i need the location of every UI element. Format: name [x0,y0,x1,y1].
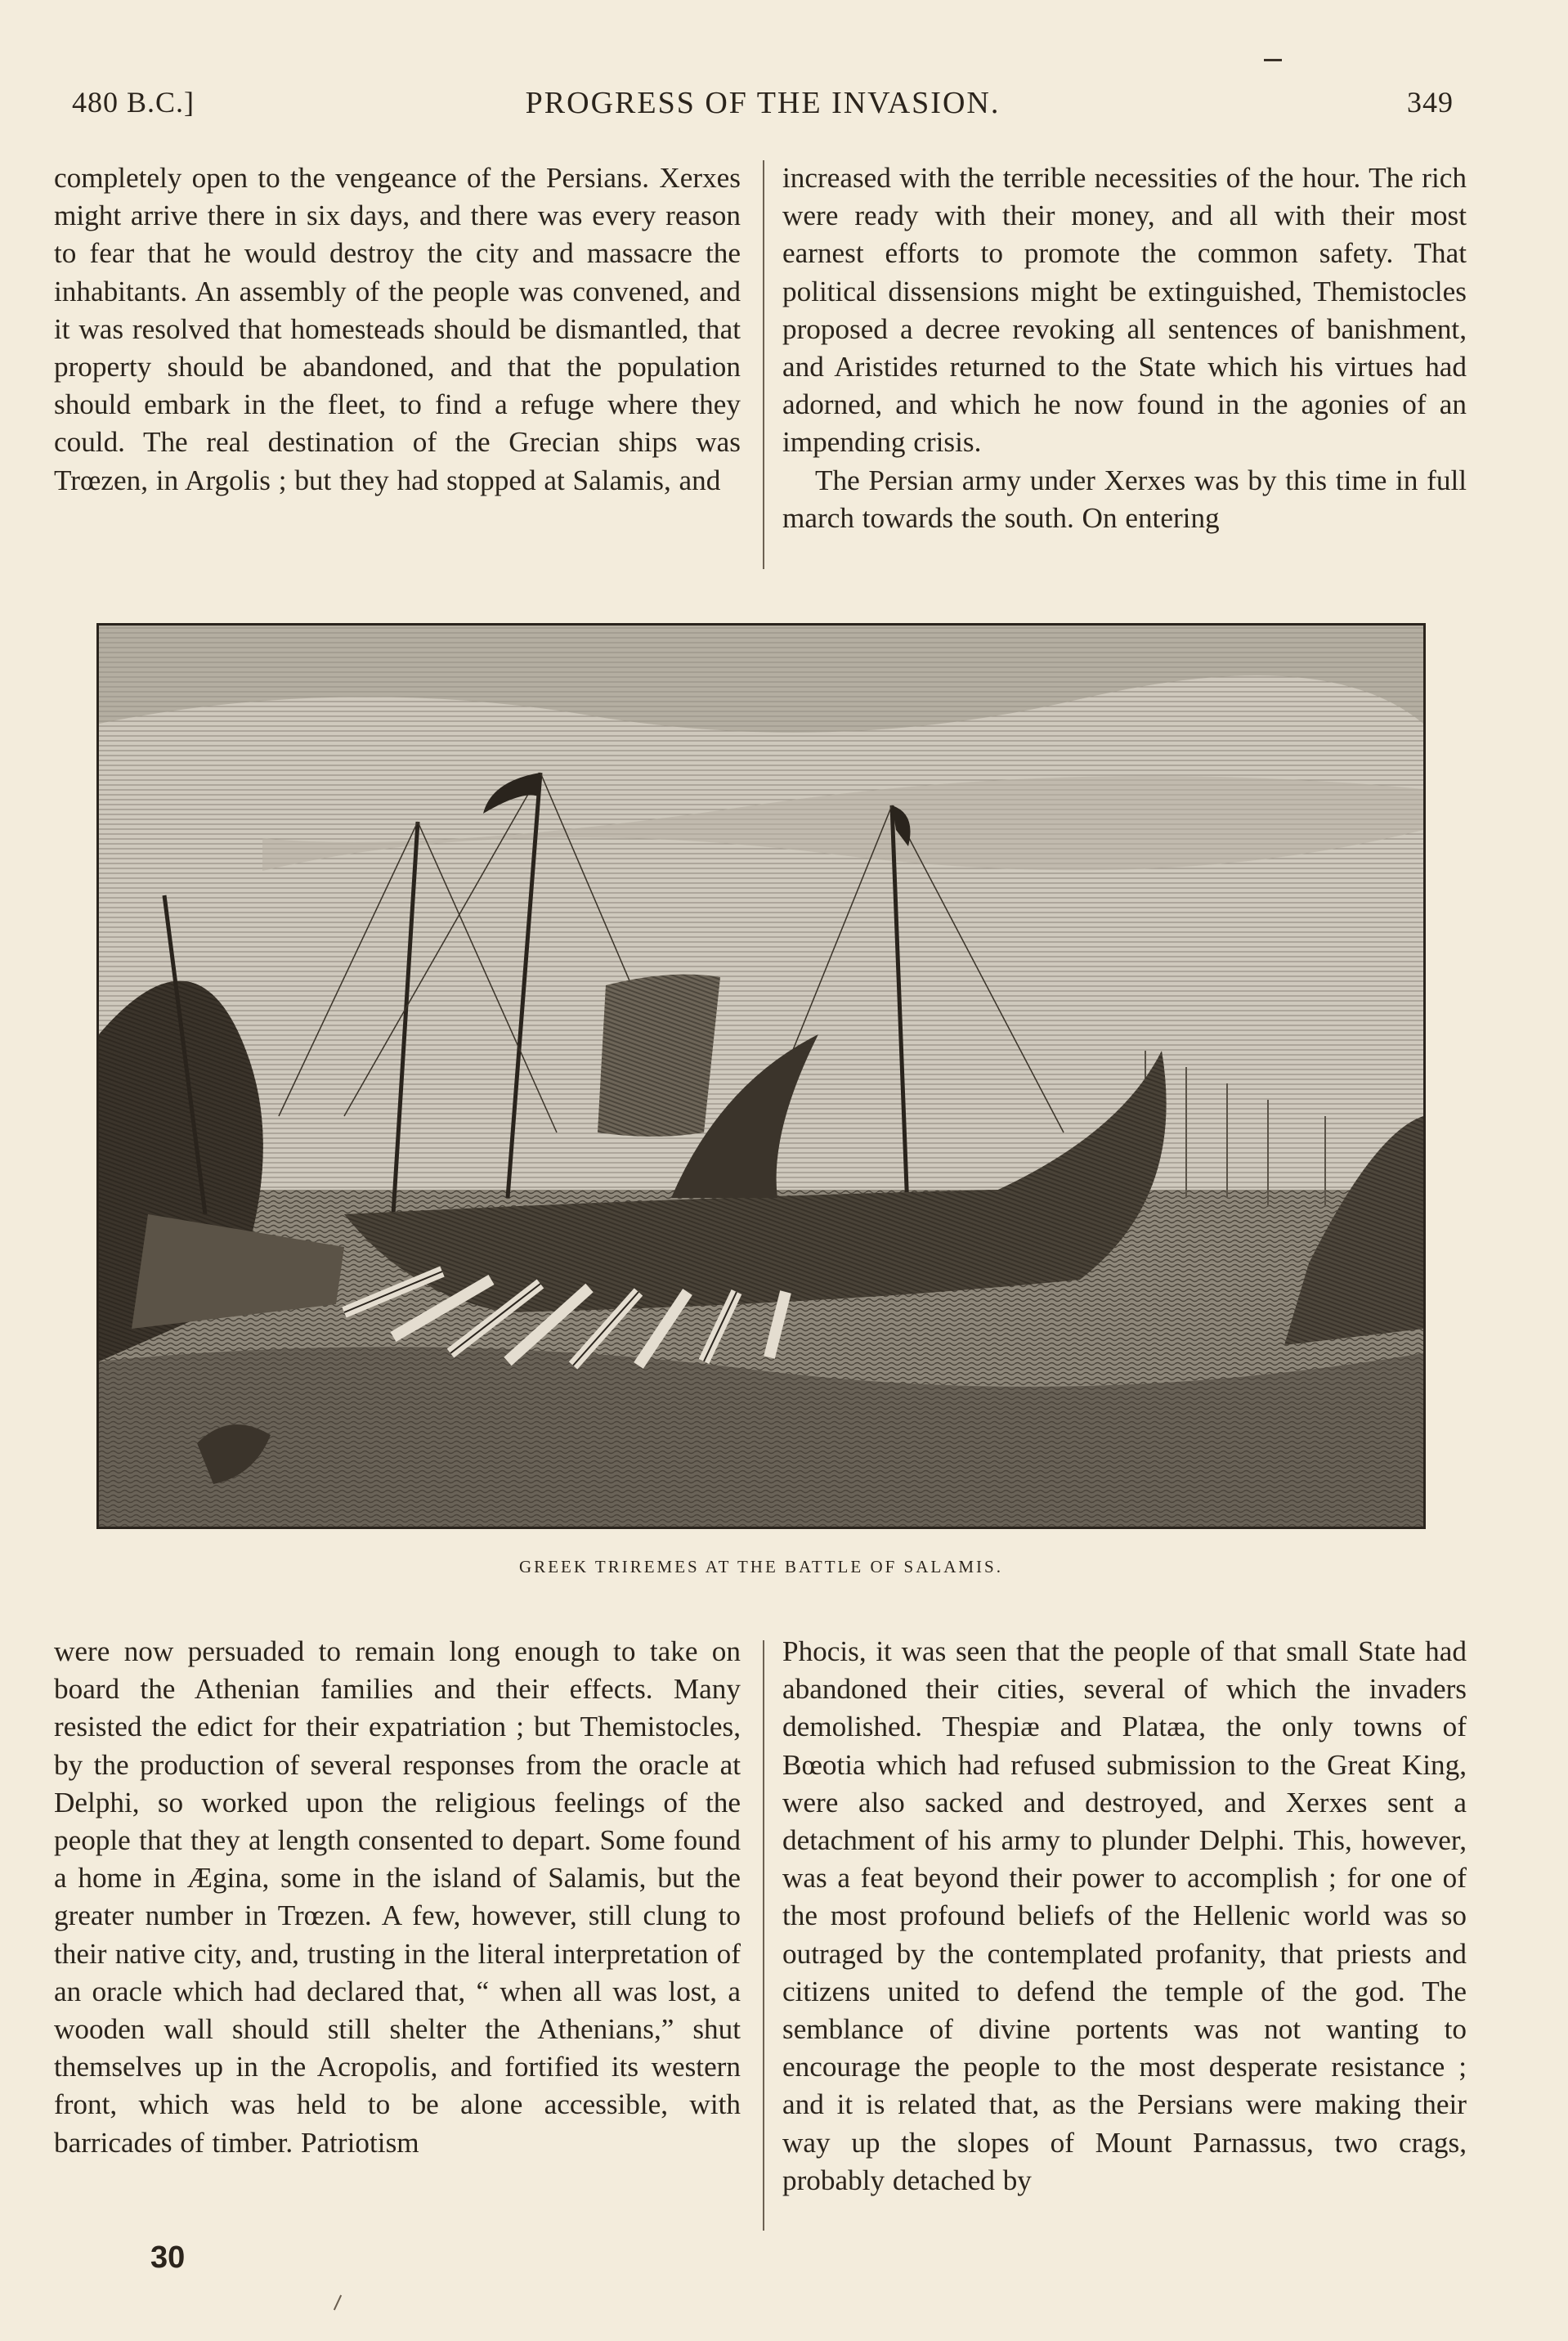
printer-mark [1264,59,1282,61]
column-rule-bottom [763,1640,764,2231]
paragraph: The Persian army under Xerxes was by this time in full march towards the south. On entering [782,464,1467,534]
illustration-caption: GREEK TRIREMES AT THE BATTLE OF SALAMIS. [519,1557,1003,1576]
top-left-column [54,159,741,500]
page-number: 349 [1407,86,1454,119]
top-right-column [782,159,1467,537]
paragraph: were now persuaded to remain long enough to take on board the Athenian families and their effects. Many resisted the edict for their expatriation ; but Themistocles, by the production of several responses from the oracle at Delphi, so worked upon the religious feelings of the people that they at length consented to depart. Some found a home in Ægina, some in the island of Salamis, but the greater number in Trœzen. A few, however, still clung to their native city, and, trusting in the literal interpretation of an oracle which had declared that, “ when all was lost, a wooden wall should still shelter the Athenians,” shut themselves up in the Acropolis, and fortified its western front, which was held to be alone accessible, with barricades of timber. Patriotism [54,1635,741,2159]
paragraph: increased with the terrible necessities of the hour. The rich were ready with their money, and all with their most earnest efforts to promote the common safety. That political dissensions might be extinguished, Themistocles proposed a decree revoking all sentences of banishment, and Aristides returned to the State which his virtues had adorned, and which he now found in the agonies of an impending crisis. [782,162,1467,459]
column-rule-top [763,160,764,569]
engraving-illustration [96,623,1426,1529]
paragraph: completely open to the vengeance of the Persians. Xerxes might arrive there in six days, and there was every reason to fear that he would destroy the city and massacre the inhabitants. An assembly of the people was convened, and it was resolved that homesteads should be dismantled, that property should be abandoned, and that the population should embark in the fleet, to find a refuge where they could. The real destination of the Grecian ships was Trœzen, in Argolis ; but they had stopped at Salamis, and [54,162,741,496]
bottom-right-column [782,1633,1467,2200]
stray-mark [334,2295,342,2311]
signature-mark: 30 [150,2240,186,2275]
running-head [72,85,1454,126]
bottom-left-column [54,1633,741,2162]
header-title: PROGRESS OF THE INVASION. [525,86,1001,120]
paragraph: Phocis, it was seen that the people of that small State had abandoned their cities, several of which the invaders demolished. Thespiæ and Platæa, the only towns of Bœotia which had refused submission to the Great King, were also sacked and destroyed, and Xerxes sent a detachment of his army to plunder Delphi. This, however, was a feat beyond their power to accomplish ; for one of the most profound beliefs of the Hellenic world was so outraged by the contemplated profanity, that priests and citizens united to defend the temple of the god. The semblance of divine portents was not wanting to encourage the people to the most desperate resistance ; and it is related that, as the Persians were making their way up the slopes of Mount Parnassus, two crags, probably detached by [782,1635,1467,2196]
header-date: 480 B.C.] [72,86,195,119]
